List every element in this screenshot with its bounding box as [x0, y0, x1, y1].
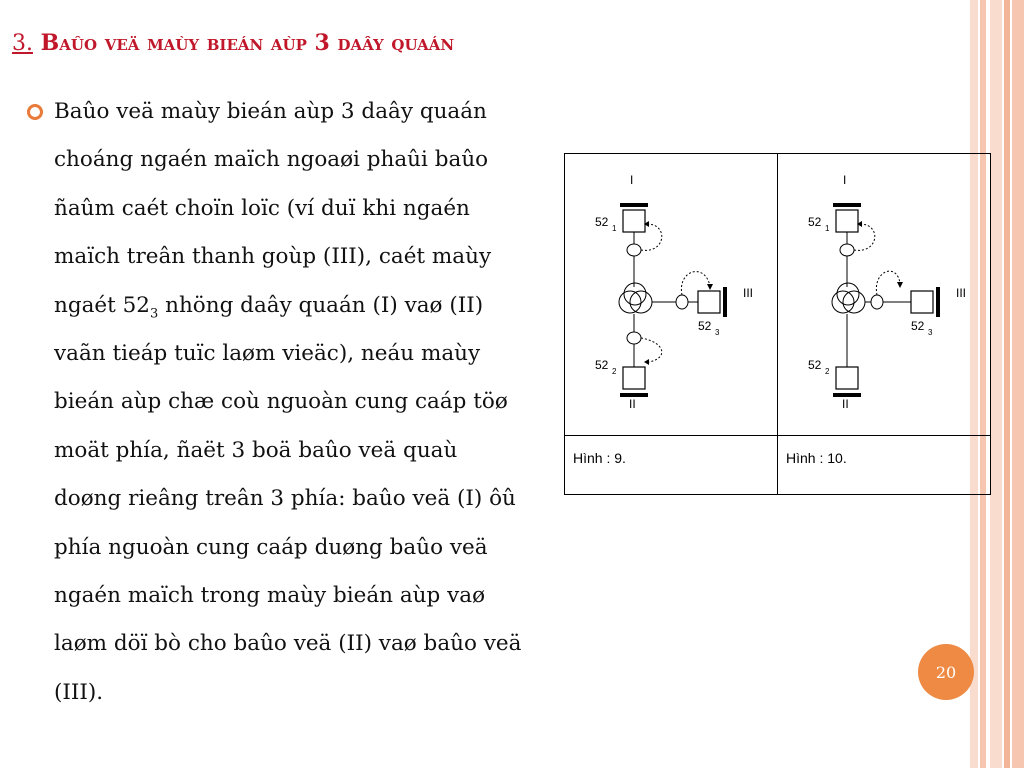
bus-label-ii: II — [629, 397, 636, 411]
breaker-label: 52 — [911, 319, 925, 333]
bus-label-iii: III — [956, 286, 967, 300]
text-line — [54, 282, 584, 330]
stripe — [1012, 0, 1024, 768]
title-number: 3. — [12, 31, 33, 56]
stripe — [1004, 0, 1010, 768]
text-line: maïch treân thanh goùp (III), caét maùy — [54, 244, 492, 270]
current-transformer — [627, 244, 641, 256]
breaker-label: 52 — [698, 319, 712, 333]
transformer-diagram-fig10 — [778, 162, 990, 432]
breaker-subscript: 2 — [612, 367, 617, 376]
title-text: Baûo veä maùy bieán aùp 3 daây quaán — [33, 30, 455, 56]
text-line: doøng rieâng treân 3 phía: baûo veä (I) ôû — [54, 486, 516, 512]
current-transformer — [627, 332, 641, 344]
page-number: 20 — [935, 662, 957, 682]
breaker-52-3 — [911, 291, 933, 313]
text-line: phía nguoàn cung caáp duøng baûo veä — [54, 534, 488, 560]
breaker-label: 52 — [595, 215, 609, 229]
text-line: (III). — [54, 679, 104, 705]
breaker-subscript: 1 — [825, 224, 830, 233]
text-line: bieán aùp chæ coù nguoàn cung caáp töø — [54, 389, 508, 415]
breaker-subscript: 2 — [825, 367, 830, 376]
text-line: ngaén maïch trong maùy bieán aùp vaø — [54, 582, 486, 608]
bullet-text — [54, 88, 584, 717]
breaker-label: 52 — [595, 358, 609, 372]
text-line: Baûo veä maùy bieán aùp 3 daây quaán — [54, 99, 487, 124]
current-transformer — [871, 295, 883, 309]
bus-label-ii: II — [842, 397, 849, 411]
subscript: 3 — [149, 305, 159, 321]
breaker-52-2 — [623, 367, 645, 389]
bus-label-i: I — [630, 173, 634, 187]
current-transformer — [676, 295, 688, 309]
breaker-subscript: 1 — [612, 224, 617, 233]
breaker-52-1 — [836, 210, 858, 232]
slide-title — [12, 30, 454, 56]
figure-caption: Hình : 10. — [786, 450, 847, 466]
stripe — [990, 0, 1002, 768]
text-fragment: nhöng daây quaán (I) vaø (II) — [158, 292, 484, 318]
breaker-label: 52 — [808, 358, 822, 372]
bullet-circle-icon — [27, 104, 43, 120]
text-line: moät phía, ñaët 3 boä baûo veä quaù — [54, 437, 458, 463]
breaker-52-3 — [698, 291, 720, 313]
figure-table — [564, 153, 991, 495]
breaker-subscript: 3 — [715, 328, 720, 337]
breaker-52-1 — [623, 210, 645, 232]
text-line: ñaûm caét choïn loïc (ví duï khi ngaén — [54, 195, 470, 221]
breaker-label: 52 — [808, 215, 822, 229]
text-line: choáng ngaén maïch ngoaøi phaûi baûo — [54, 147, 489, 173]
transformer-diagram-fig9 — [565, 162, 777, 432]
breaker-52-2 — [836, 367, 858, 389]
breaker-subscript: 3 — [928, 328, 933, 337]
text-fragment: ngaét 52 — [54, 292, 150, 318]
table-divider — [565, 435, 990, 436]
bus-label-iii: III — [743, 286, 754, 300]
bus-label-i: I — [843, 173, 847, 187]
text-line: laøm döï bò cho baûo veä (II) vaø baûo veä — [54, 631, 522, 657]
page-number-badge — [918, 644, 974, 700]
text-line: vaãn tieáp tuïc laøm vieäc), neáu maùy — [54, 340, 481, 366]
current-transformer — [840, 244, 854, 256]
figure-caption: Hình : 9. — [573, 450, 626, 466]
